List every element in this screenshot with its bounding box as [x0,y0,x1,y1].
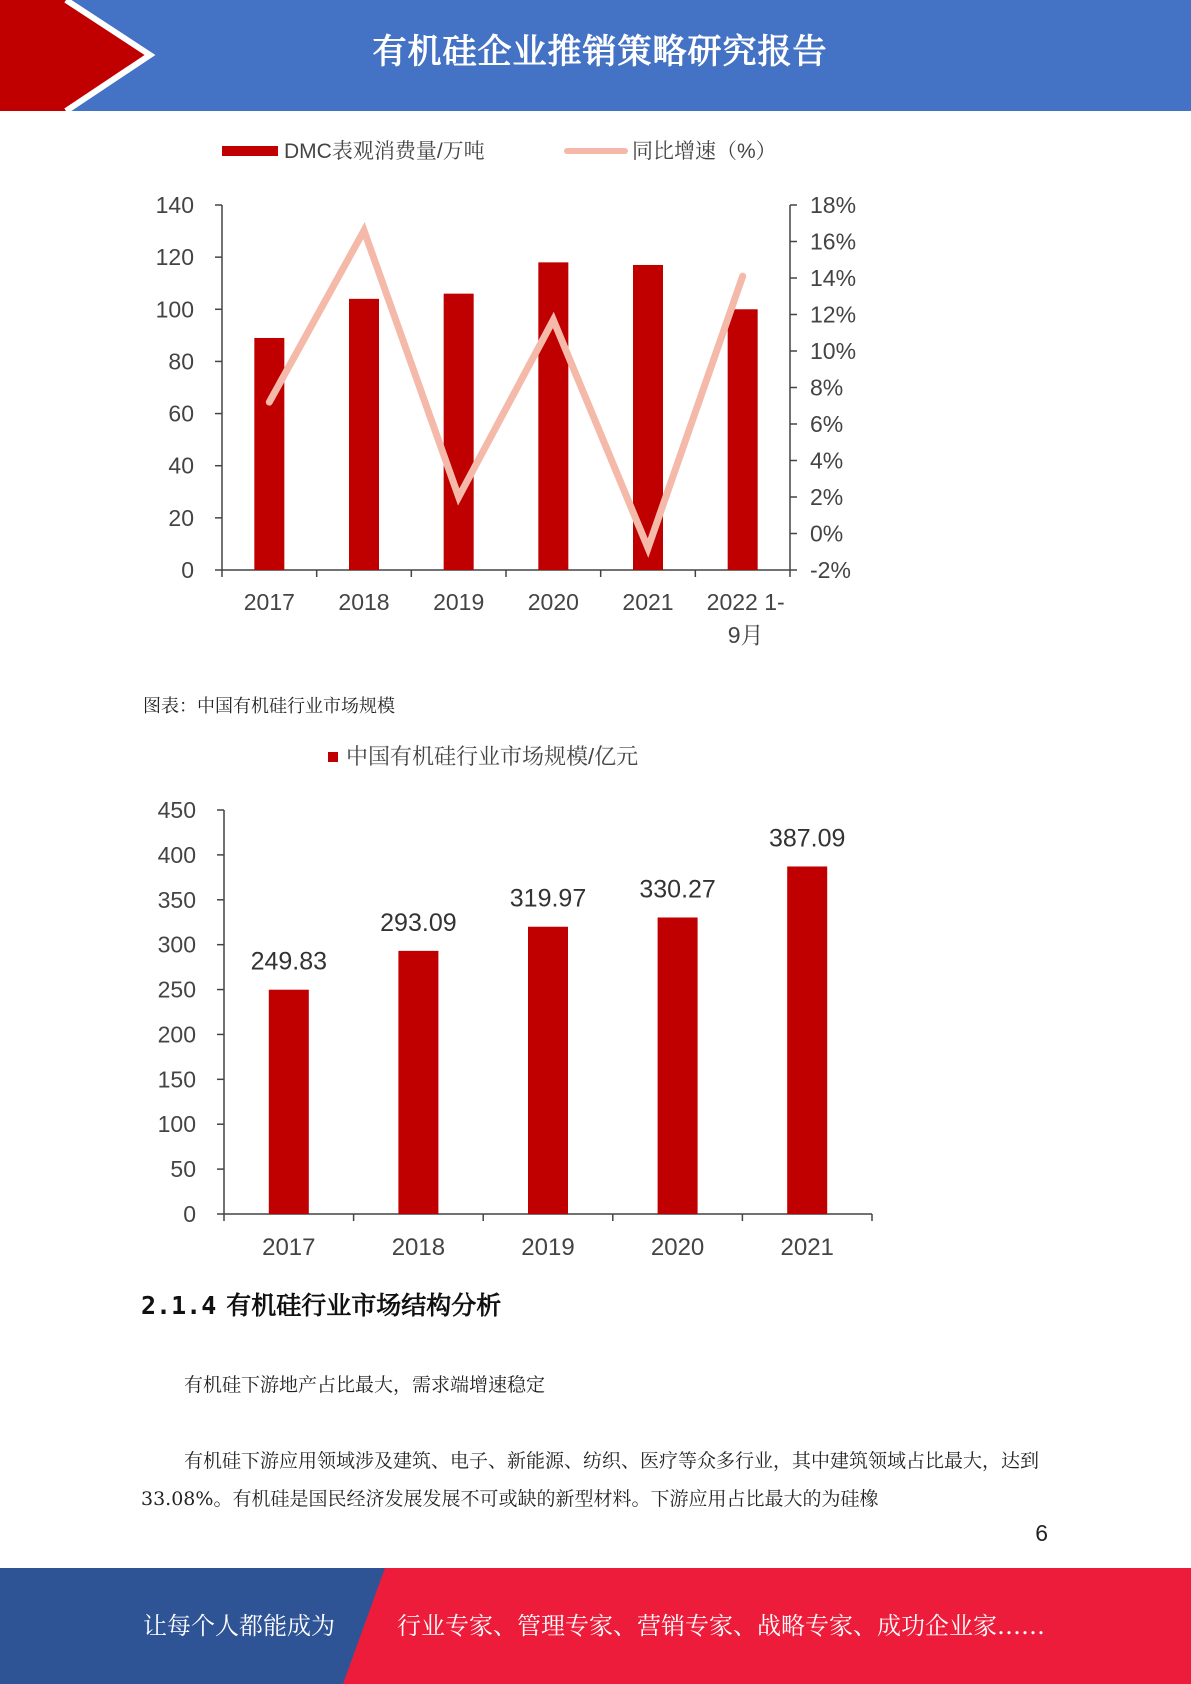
y-right-tick-label: 2% [810,484,844,510]
y-tick-label: 400 [157,841,196,868]
x-tick-label: 2018 [338,589,390,615]
y-right-tick-label: 4% [810,447,844,474]
y-right-tick-label: 10% [810,338,857,364]
y-right-tick-label: 0% [810,520,844,547]
figure-caption: 图表：中国有机硅行业市场规模 [143,696,395,717]
bar [528,927,568,1214]
x-tick-label-line: 9月 [727,622,764,648]
section-heading [141,1286,501,1322]
page-header [0,0,1191,111]
legend-label-line: 同比增速（%） [632,140,777,163]
data-label: 249.83 [250,947,328,976]
y-tick-label: 50 [170,1156,196,1183]
bar [254,338,284,570]
footer-slogan-left: 让每个人都能成为 [143,1612,335,1640]
page-footer [0,1568,1191,1684]
y-left-tick-label: 40 [168,452,194,479]
header-red-chevron [0,0,150,111]
bar [398,951,438,1214]
legend-swatch [328,752,338,762]
x-tick-label: 2020 [650,1234,705,1261]
y-tick-label: 200 [157,1021,196,1048]
x-tick-label: 2020 [527,589,579,615]
y-left-tick-label: 80 [168,348,194,375]
data-label: 293.09 [380,908,457,937]
y-right-tick-label: -2% [810,557,851,583]
y-left-tick-label: 0 [181,557,194,583]
y-left-tick-label: 60 [168,400,194,427]
paragraph-1: 有机硅下游地产占比最大，需求端增速稳定 [184,1374,546,1396]
page-number: 6 [1035,1520,1048,1546]
y-tick-label: 150 [157,1066,196,1093]
y-left-tick-label: 140 [155,192,194,218]
x-tick-label: 2017 [262,1234,316,1261]
y-tick-label: 100 [157,1111,196,1138]
y-right-tick-label: 14% [810,265,857,291]
legend-label: 中国有机硅行业市场规模/亿元 [346,744,639,769]
bar [658,917,698,1214]
section-title-text: 有机硅行业市场结构分析 [226,1291,502,1320]
bar [787,866,827,1214]
dmc-consumption-chart [0,125,1191,670]
market-size-chart [0,720,1191,1265]
y-left-tick-label: 100 [155,296,194,323]
legend-label-bar: DMC表观消费量/万吨 [284,140,485,163]
data-label: 387.09 [768,824,846,853]
y-left-tick-label: 120 [155,244,194,271]
y-right-tick-label: 6% [810,411,844,437]
y-right-tick-label: 12% [810,301,857,328]
paragraph-2: 有机硅下游应用领域涉及建筑、电子、新能源、纺织、医疗等众多行业，其中建筑领域占比最大，达到 33.08%。有机硅是国民经济发展发展不可或缺的新型材料。下游应用占比最大的为硅橡 [141,1450,1040,1510]
bar [349,299,379,570]
header-title: 有机硅企业推销策略研究报告 [372,32,828,72]
y-tick-label: 450 [157,797,196,823]
x-tick-label: 2021 [622,589,674,615]
y-right-tick-label: 18% [810,192,857,218]
y-left-tick-label: 20 [168,504,194,531]
y-right-tick-label: 16% [810,228,857,255]
y-tick-label: 300 [157,931,196,958]
data-label: 330.27 [639,875,716,904]
y-right-tick-label: 8% [810,374,844,401]
y-tick-label: 250 [157,976,196,1003]
section-number: 2.1.4 [141,1291,217,1320]
y-tick-label: 0 [183,1201,196,1227]
x-tick-label: 2017 [243,589,295,615]
bar [728,309,758,570]
bar [538,262,568,570]
footer-slogan-right: 行业专家、管理专家、营销专家、战略专家、成功企业家…… [397,1612,1045,1640]
x-tick-label: 2021 [780,1234,834,1261]
legend-swatch-bar [222,146,278,156]
x-tick-label [707,589,785,648]
x-tick-label: 2019 [433,589,485,615]
bar [444,294,474,570]
y-tick-label: 350 [157,886,196,913]
x-tick-label: 2019 [521,1234,575,1261]
x-tick-label-line: 2022 1- [706,589,785,615]
data-label: 319.97 [509,884,587,913]
bar [269,990,309,1214]
growth-line [269,231,742,549]
x-tick-label: 2018 [391,1234,446,1261]
